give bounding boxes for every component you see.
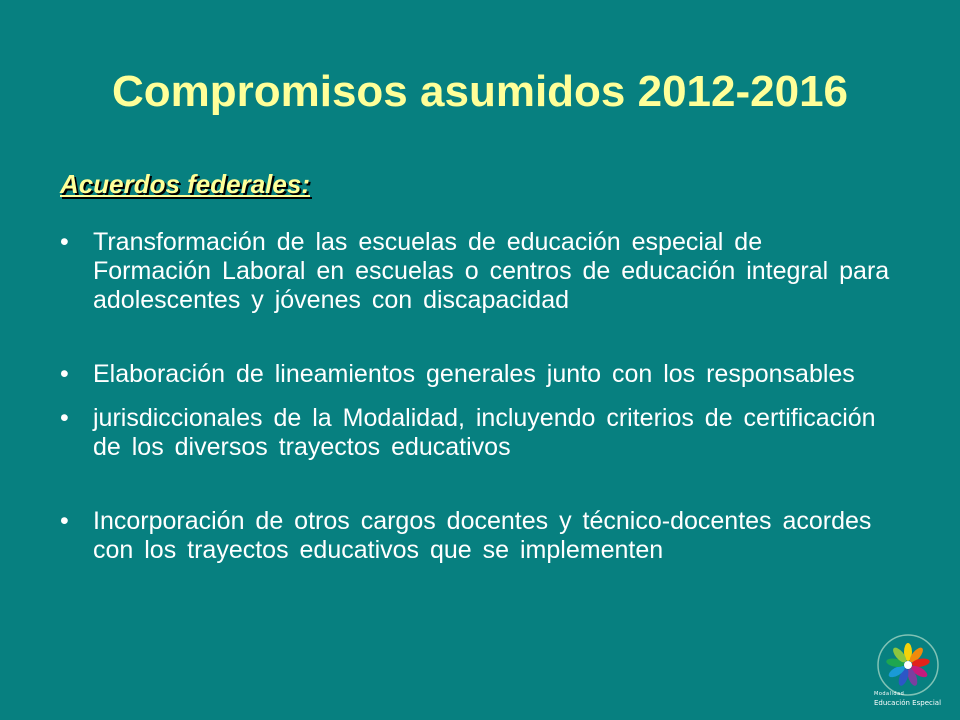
logo-line-1: Modalidad [874,691,905,697]
bullet-item-4: • Incorporación de otros cargos docentes y técnico-docentes acordes con los trayectos educativos que se implementen [60,507,890,565]
slide-title: Compromisos asumidos 2012-2016 [111,67,849,116]
bullet-item-3: • jurisdiccionales de la Modalidad, incluyendo criterios de certificación de los diversos trayectos educativos [60,404,890,462]
bullet-item-1: • Transformación de las escuelas de educación especial de Formación Laboral en escuelas o centros de educación integral para adolescentes y jóvenes con discapacidad [60,228,890,315]
logo-text [874,690,941,708]
bullet-item-2: • Elaboración de lineamientos generales junto con los responsables [60,360,890,389]
bullet-list [60,228,890,565]
logo-line-2: Educación Especial [874,699,942,707]
slide-subtitle: Acuerdos federales: [60,169,310,199]
